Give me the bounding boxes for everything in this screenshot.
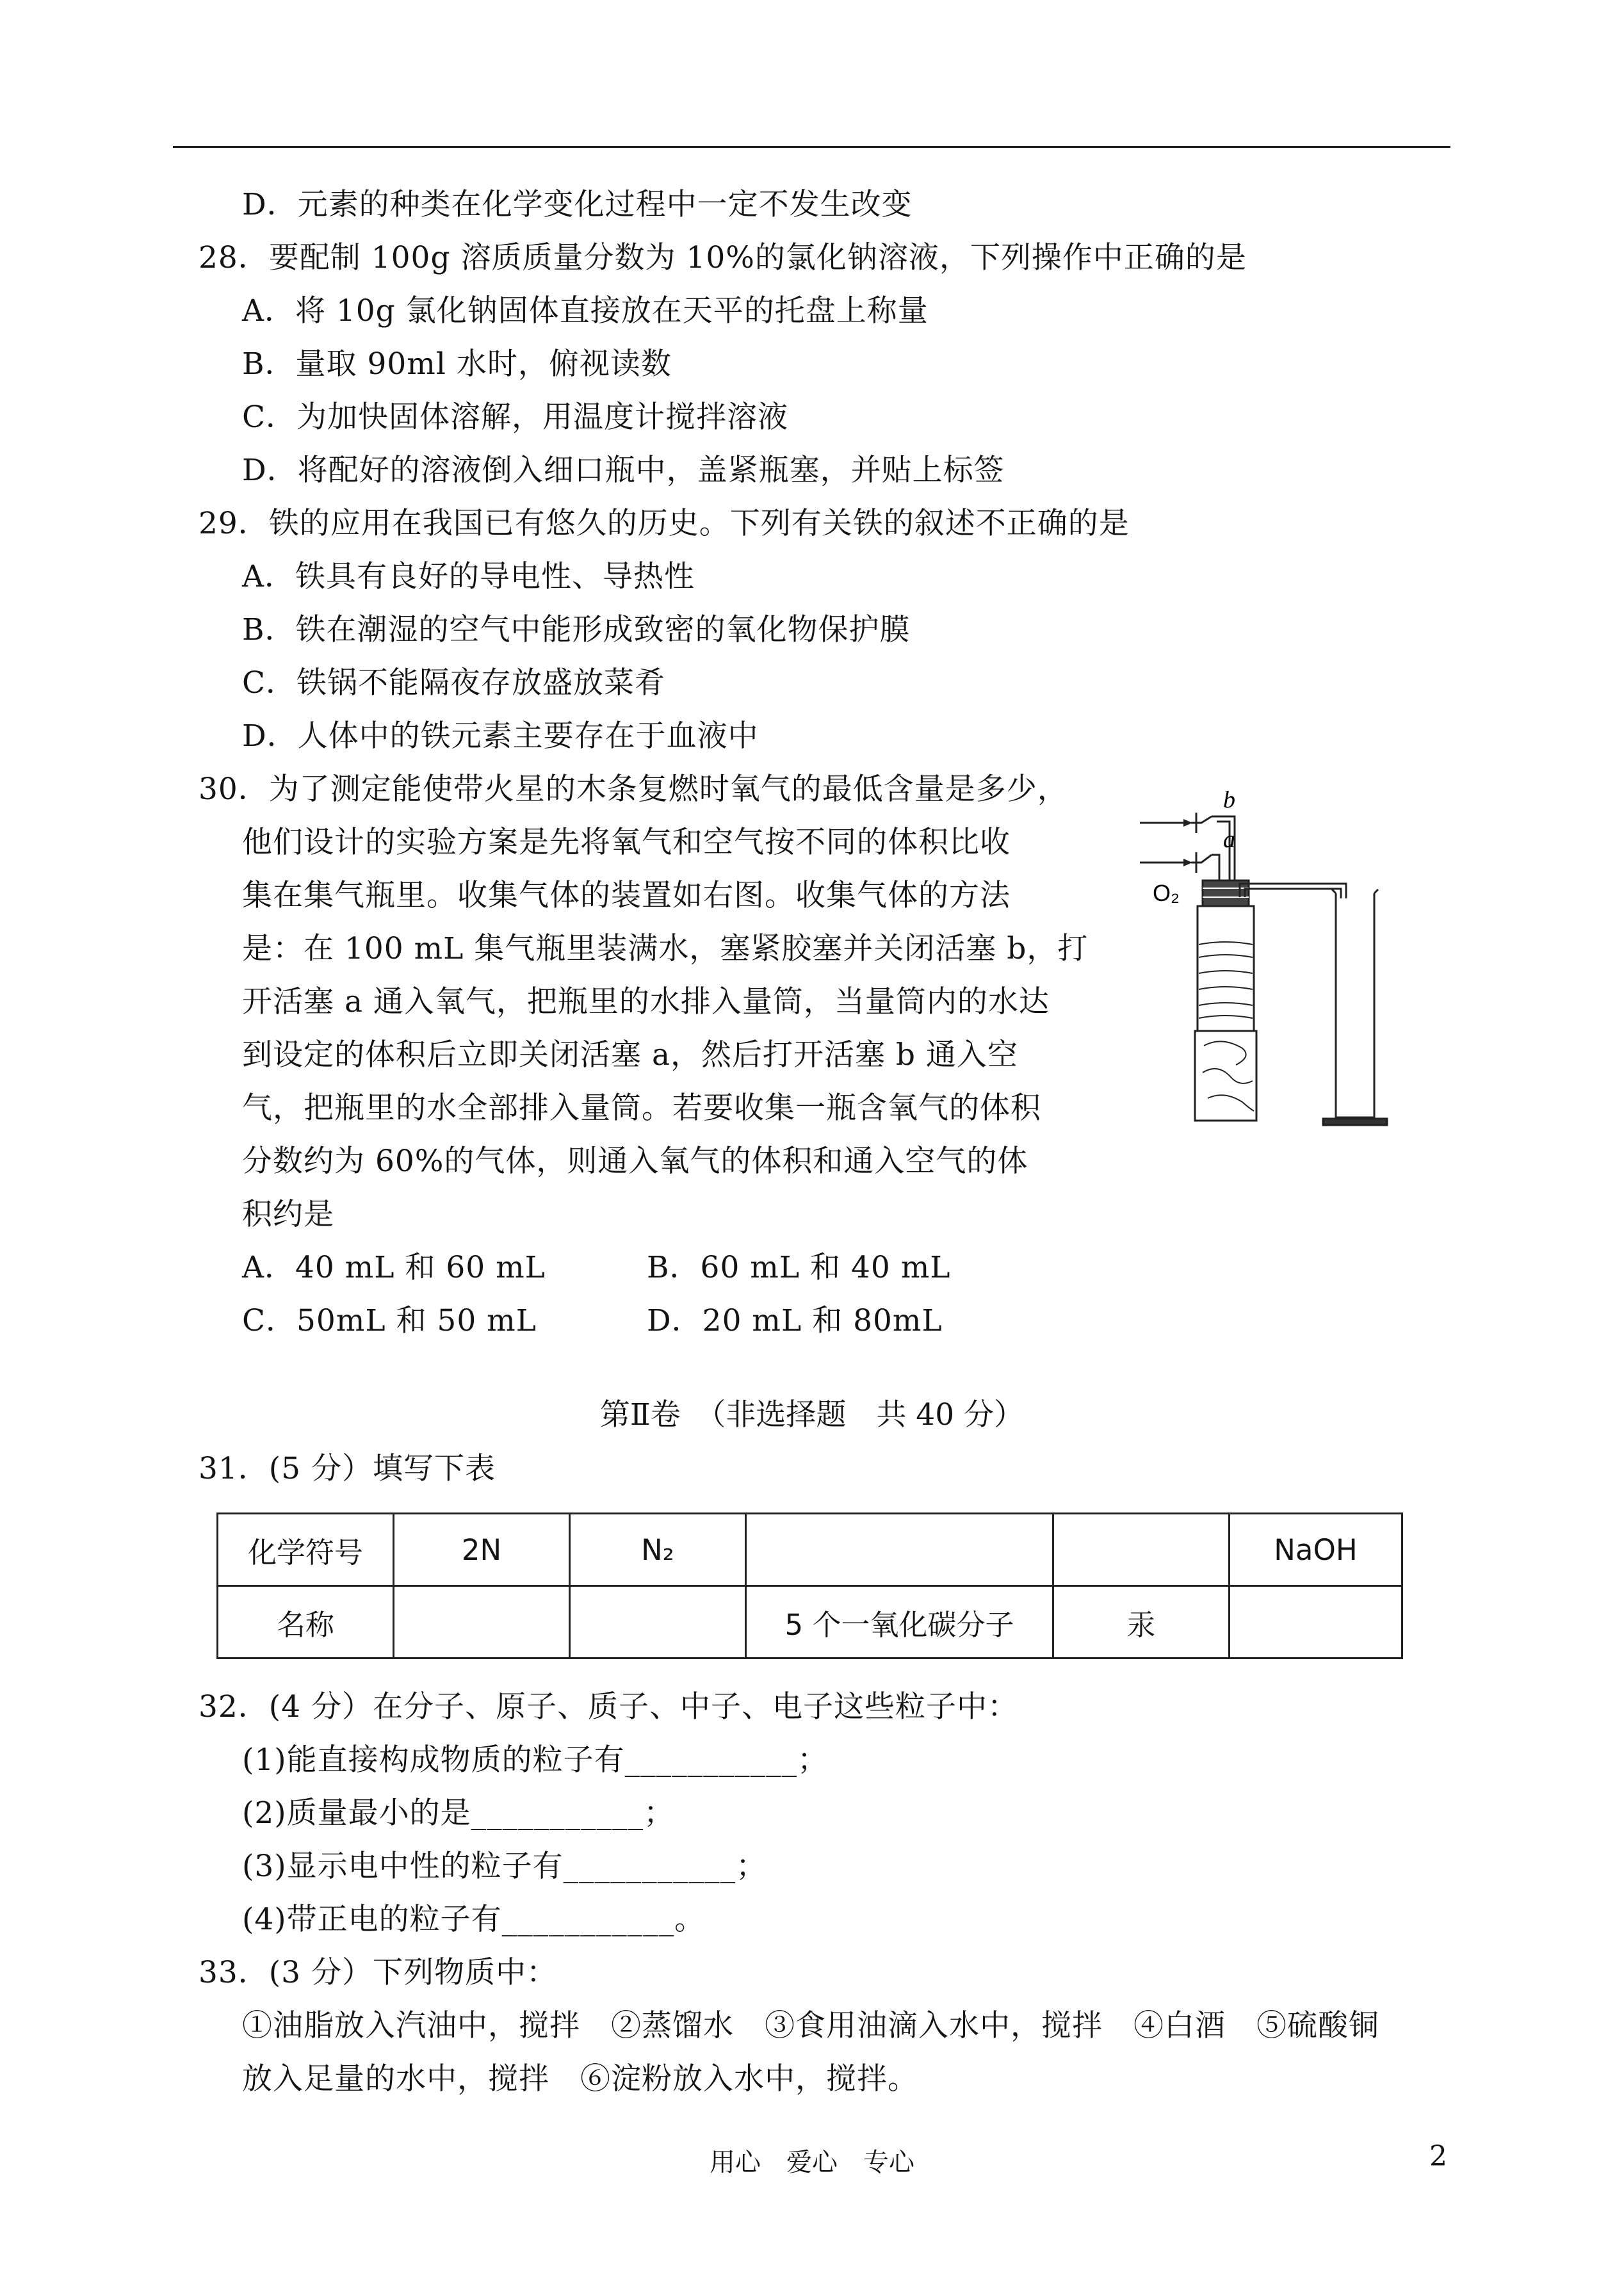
table-cell: 名称	[218, 1586, 394, 1658]
q30-stem-line-1: 30．为了测定能使带火星的木条复燃时氧气的最低含量是多少，	[199, 772, 1068, 807]
table-cell[interactable]	[1053, 1514, 1230, 1586]
table-cell: 化学符号	[218, 1514, 394, 1586]
cylinder-base	[1323, 1119, 1387, 1125]
table-row	[218, 1586, 1402, 1658]
q30-stem-line-9: 积约是	[242, 1197, 334, 1232]
q28-option-d: D．将配好的溶液倒入细口瓶中，盖紧瓶塞，并贴上标签	[242, 453, 1005, 488]
q32-item-4: (4)带正电的粒子有___________。	[242, 1902, 706, 1937]
q28-option-c: C．为加快固体溶解，用温度计搅拌溶液	[242, 400, 788, 435]
table-cell: 5 个一氧化碳分子	[746, 1586, 1053, 1658]
gas-collection-apparatus-figure	[1127, 791, 1473, 1149]
q29-stem: 29．铁的应用在我国已有悠久的历史。下列有关铁的叙述不正确的是	[199, 506, 1130, 541]
q32-item-1: (1)能直接构成物质的粒子有___________；	[242, 1742, 829, 1778]
label-b: b	[1223, 791, 1235, 813]
q30-stem-line-2: 他们设计的实验方案是先将氧气和空气按不同的体积比收	[242, 825, 1011, 860]
table-cell: NaOH	[1230, 1514, 1402, 1586]
q30-option-c: C．50mL 和 50 mL	[242, 1303, 537, 1338]
q33-line-2: 放入足量的水中，搅拌 ⑥淀粉放入水中，搅拌。	[242, 2061, 918, 2096]
section-ii-title: 第Ⅱ卷 （非选择题 共 40 分）	[599, 1397, 1025, 1432]
footer-motto: 用心 爱心 专心	[710, 2148, 914, 2177]
gas-bottle	[1198, 906, 1254, 1031]
header-rule	[173, 146, 1450, 148]
q29-option-a: A．铁具有良好的导电性、导热性	[242, 559, 695, 594]
table-cell: 2N	[394, 1514, 570, 1586]
q29-option-c: C．铁锅不能隔夜存放盛放菜肴	[242, 665, 665, 701]
outlet-tube	[1240, 884, 1346, 898]
q30-stem-line-4: 是：在 100 mL 集气瓶里装满水，塞紧胶塞并关闭活塞 b，打	[242, 931, 1089, 966]
q30-stem-line-3: 集在集气瓶里。收集气体的装置如右图。收集气体的方法	[242, 878, 1011, 913]
q30-option-b: B．60 mL 和 40 mL	[647, 1250, 951, 1285]
q28-option-b: B．量取 90ml 水时，俯视读数	[242, 346, 672, 382]
q30-option-a: A．40 mL 和 60 mL	[242, 1250, 546, 1285]
q27-option-d: D．元素的种类在化学变化过程中一定不发生改变	[242, 187, 913, 222]
table-cell[interactable]	[1230, 1586, 1402, 1658]
q29-option-d: D．人体中的铁元素主要存在于血液中	[242, 718, 759, 754]
table-cell[interactable]	[570, 1586, 746, 1658]
q29-option-b: B．铁在潮湿的空气中能形成致密的氧化物保护膜	[242, 612, 911, 647]
table-cell[interactable]	[746, 1514, 1053, 1586]
wooden-block	[1195, 1031, 1256, 1121]
table-row	[218, 1514, 1402, 1586]
q30-stem-line-8: 分数约为 60%的气体，则通入氧气的体积和通入空气的体	[242, 1144, 1028, 1179]
q32-item-3: (3)显示电中性的粒子有___________；	[242, 1849, 767, 1884]
q30-stem-line-5: 开活塞 a 通入氧气，把瓶里的水排入量筒，当量筒内的水达	[242, 984, 1050, 1019]
table-cell: N₂	[570, 1514, 746, 1586]
measuring-cylinder	[1336, 893, 1374, 1117]
page-number: 2	[1429, 2140, 1447, 2173]
q31-stem: 31．(5 分）填写下表	[199, 1451, 496, 1486]
q30-stem-line-7: 气，把瓶里的水全部排入量筒。若要收集一瓶含氧气的体积	[242, 1091, 1041, 1126]
q31-table	[216, 1512, 1403, 1659]
q28-stem: 28．要配制 100g 溶质质量分数为 10%的氯化钠溶液，下列操作中正确的是	[199, 240, 1247, 275]
q32-stem: 32．(4 分）在分子、原子、质子、中子、电子这些粒子中：	[199, 1689, 1018, 1724]
label-o2: O₂	[1153, 880, 1180, 906]
q28-option-a: A．将 10g 氯化钠固体直接放在天平的托盘上称量	[242, 293, 929, 328]
q30-stem-line-6: 到设定的体积后立即关闭活塞 a，然后打开活塞 b 通入空	[242, 1037, 1018, 1073]
label-a: a	[1223, 826, 1235, 853]
q33-stem: 33．(3 分）下列物质中：	[199, 1955, 557, 1990]
q33-line-1: ①油脂放入汽油中，搅拌 ②蒸馏水 ③食用油滴入水中，搅拌 ④白酒 ⑤硫酸铜	[242, 2008, 1379, 2043]
q30-option-d: D．20 mL 和 80mL	[647, 1303, 943, 1338]
table-cell: 汞	[1053, 1586, 1230, 1658]
q32-item-2: (2)质量最小的是___________；	[242, 1796, 675, 1831]
table-cell[interactable]	[394, 1586, 570, 1658]
